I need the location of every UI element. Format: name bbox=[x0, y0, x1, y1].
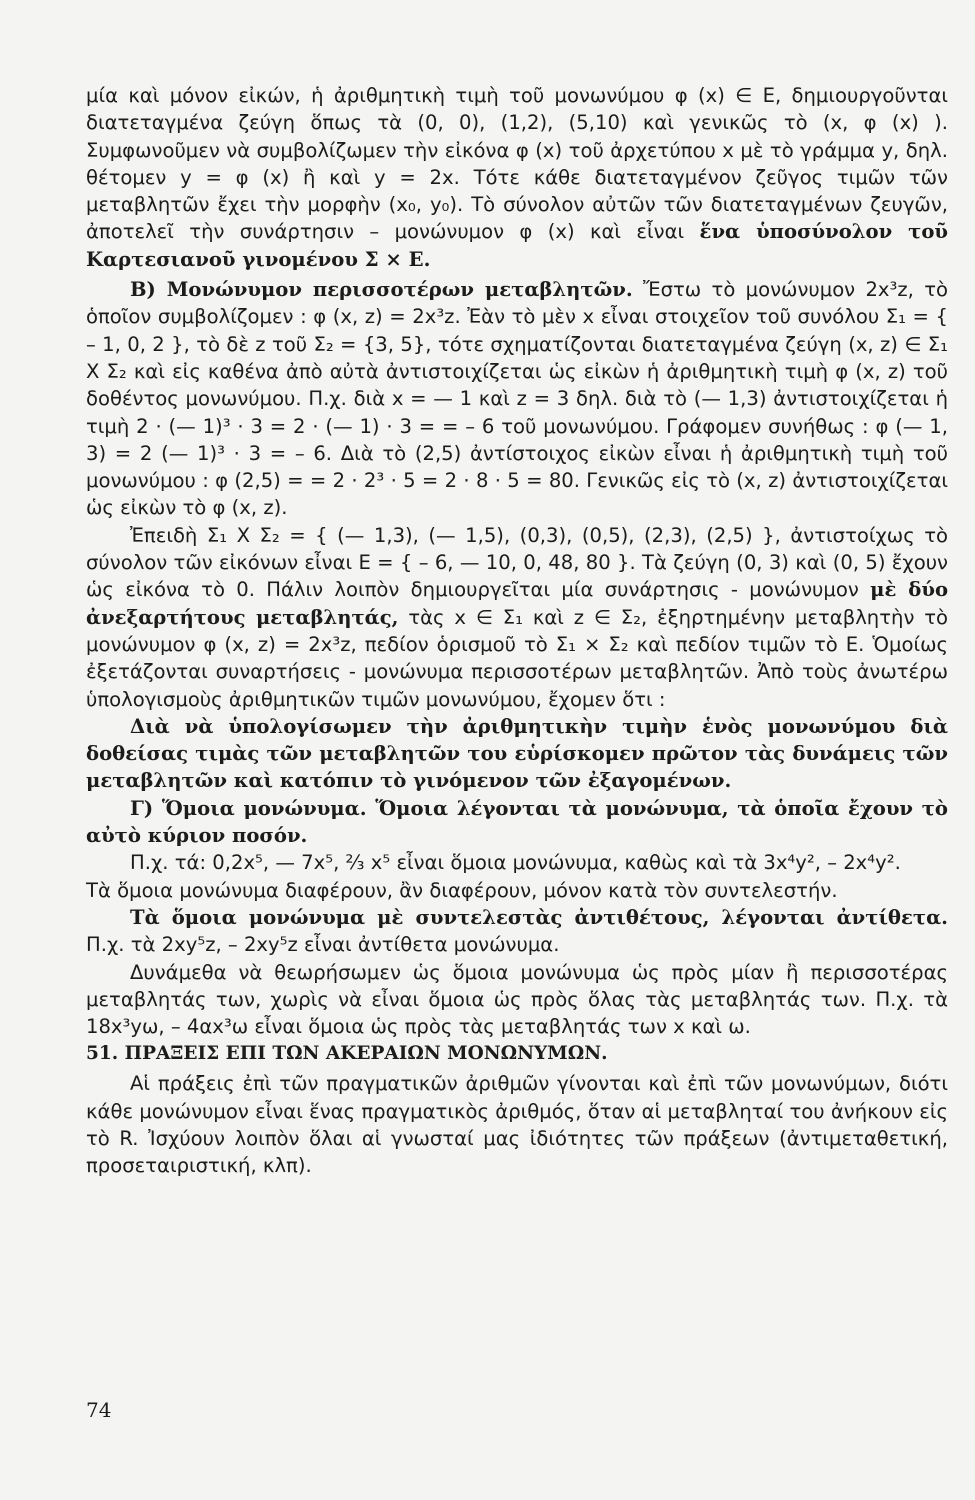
paragraph-text: Ἔστω τὸ μονώνυμον 2x³z, τὸ ὁποῖον συμβολίζομεν : φ (x, z) = 2x³z. Ἐὰν τὸ μὲν x εἶναι στοιχεῖον τοῦ συνόλου Σ₁ = { – 1, 0, 2 }, τὸ δὲ z τοῦ Σ₂ = {3, 5}, τότε σχηματίζονται διατεταγμένα ζεύγη (x, z) ∈ Σ₁ X Σ₂ καὶ εἰς καθένα ἀπὸ αὐτὰ ἀντιστοιχίζεται ὡς εἰκὼν ἡ ἀριθμητικὴ τιμὴ φ (x, z) τοῦ δοθέντος μονωνύμου. Π.χ. διὰ x = — 1 καὶ z = 3 δηλ. διὰ τὸ (— 1,3) ἀντιστοιχίζεται ἡ τιμὴ 2 · (— 1)³ · 3 = 2 · (— 1) · 3 = = – 6 τοῦ μονωνύμου. Γράφομεν συνήθως : φ (— 1, 3) = 2 (— 1)³ · 3 = – 6. Διὰ τὸ (2,5) ἀντίστοιχος εἰκὼν εἶναι ἡ ἀριθμητικὴ τιμὴ τοῦ μονωνύμου : φ (2,5) = = 2 · 2³ · 5 = 2 · 8 · 5 = 80. Γενικῶς εἰς τὸ (x, z) ἀντιστοιχίζεται ὡς εἰκὼν τὸ φ (x, z). bbox=[86, 278, 948, 520]
rule-numeric-value: Διὰ νὰ ὑπολογίσωμεν τὴν ἀριθμητικὴν τιμὴν ἑνὸς μονωνύμου διὰ δοθείσας τιμὰς τῶν μεταβλητῶν του εὑρίσκομεν πρῶτον τὰς δυνάμεις τῶν μεταβλητῶν καὶ κατόπιν τὸ γινόμενον τῶν ἐξαγομένων. bbox=[86, 714, 948, 793]
paragraph-coefficient: Τὰ ὅμοια μονώνυμα διαφέρουν, ἂν διαφέρουν, μόνον κατὰ τὸν συντελεστήν. bbox=[86, 878, 838, 902]
section-heading: 51. ΠΡΑΞΕΙΣ ΕΠΙ ΤΩΝ ΑΚΕΡΑΙΩΝ ΜΟΝΩΝΥΜΩΝ. bbox=[86, 1043, 608, 1065]
bold-phrase: μὲ δύο ἀνεξαρτήτους μεταβλητάς, bbox=[86, 578, 949, 629]
example-similar-monomials: Π.χ. τά: 0,2x⁵, — 7x⁵, ⅔ x⁵ εἶναι ὅμοια μονώνυμα, καθὼς καὶ τὰ 3x⁴y², – 2x⁴y². bbox=[130, 851, 901, 875]
bold-phrase-vars: τὰς x ∈ Σ₁ καὶ z ∈ Σ₂, bbox=[408, 605, 648, 629]
paragraph-monomial-function bbox=[86, 82, 948, 273]
section-c-definition: Γ) Ὅμοια μονώνυμα. Ὅμοια λέγονται τὰ μονώνυμα, τὰ ὁποῖα ἔχουν τὸ αὐτὸ κύριον ποσόν. bbox=[86, 796, 948, 848]
opposite-definition: Τὰ ὅμοια μονώνυμα μὲ συντελεστὰς ἀντιθέτους, λέγονται ἀντίθετα. bbox=[130, 905, 948, 929]
section-b-title: B) Μονώνυμον περισσοτέρων μεταβλητῶν. bbox=[130, 278, 633, 302]
page-body bbox=[86, 82, 948, 1180]
bold-phrase: ἕνα ὑποσύνολον τοῦ Καρτεσιανοῦ γινομένου Σ × E. bbox=[86, 220, 948, 271]
paragraph-section-b bbox=[86, 276, 948, 522]
page-number: 74 bbox=[86, 1398, 112, 1422]
paragraph-product-set bbox=[86, 522, 948, 713]
paragraph-opposite bbox=[86, 904, 948, 959]
paragraph-operations: Αἱ πράξεις ἐπὶ τῶν πραγματικῶν ἀριθμῶν γίνονται καὶ ἐπὶ τῶν μονωνύμων, διότι κάθε μονώνυμον εἶναι ἕνας πραγματικὸς ἀριθμός, ὅταν αἱ μεταβληταί του ἀνήκουν εἰς τὸ R. Ἰσχύουν λοιπὸν ὅλαι αἱ γνωσταί μας ἰδιότητες τῶν πράξεων (ἀντιμεταθετική, προσεταιριστική, κλπ). bbox=[86, 1072, 948, 1178]
paragraph-text: μία καὶ μόνον εἰκών, ἡ ἀριθμητικὴ τιμὴ τοῦ μονωνύμου φ (x) ∈ E, δημιουργοῦνται διατεταγμένα ζεύγη ὅπως τὰ (0, 0), (1,2), (5,10) καὶ γενικῶς τὸ (x, φ (x) ). Συμφωνοῦμεν νὰ συμβολίζωμεν τὴν εἰκόνα φ (x) τοῦ ἀρχετύπου x μὲ τὸ γράμμα y, δηλ. θέτομεν y = φ (x) ἢ καὶ y = 2x. Τότε κάθε διατεταγμένον ζεῦγος τιμῶν τῶν μεταβλητῶν ἔχει τὴν μορφὴν (x₀, y₀). Τὸ σύνολον αὐτῶν τῶν διατεταγμένων ζευγῶν, ἀποτελεῖ τὴν συνάρτησιν – μονώνυμον φ (x) καὶ εἶναι bbox=[86, 84, 948, 244]
paragraph-text: Ἐπειδὴ Σ₁ X Σ₂ = { (— 1,3), (— 1,5), (0,3), (0,5), (2,3), (2,5) }, ἀντιστοίχως τὸ σύνολον τῶν εἰκόνων εἶναι E = { – 6, — 10, 0, 48, 80 }. Τὰ ζεύγη (0, 3) καὶ (0, 5) ἔχουν ὡς εἰκόνα τὸ 0. Πάλιν λοιπὸν δημιουργεῖται μία συνάρτησις - μονώνυμον bbox=[86, 523, 948, 602]
paragraph-text: Π.χ. τὰ 2xy⁵z, – 2xy⁵z εἶναι ἀντίθετα μονώνυμα. bbox=[86, 933, 560, 957]
paragraph-text: ἐξηρτημένην μεταβλητὴν τὸ μονώνυμον φ (x, z) = 2x³z, πεδίον ὁρισμοῦ τὸ Σ₁ × Σ₂ καὶ πεδίον τιμῶν τὸ E. Ὁμοίως ἐξετάζονται συναρτήσεις - μονώνυμα περισσοτέρων μεταβλητῶν. Ἀπὸ τοὺς ἀνωτέρω ὑπολογισμοὺς ἀριθμητικῶν τιμῶν μονωνύμου, ἔχομεν ὅτι : bbox=[86, 605, 949, 711]
paragraph-partial-similarity: Δυνάμεθα νὰ θεωρήσωμεν ὡς ὅμοια μονώνυμα ὡς πρὸς μίαν ἢ περισσοτέρας μεταβλητάς των, χωρὶς νὰ εἶναι ὅμοια ὡς πρὸς ὅλας τὰς μεταβλητάς των. Π.χ. τὰ 18x³yω, – 4αx³ω εἶναι ὅμοια ὡς πρὸς τὰς μεταβλητάς των x καὶ ω. bbox=[86, 960, 948, 1039]
